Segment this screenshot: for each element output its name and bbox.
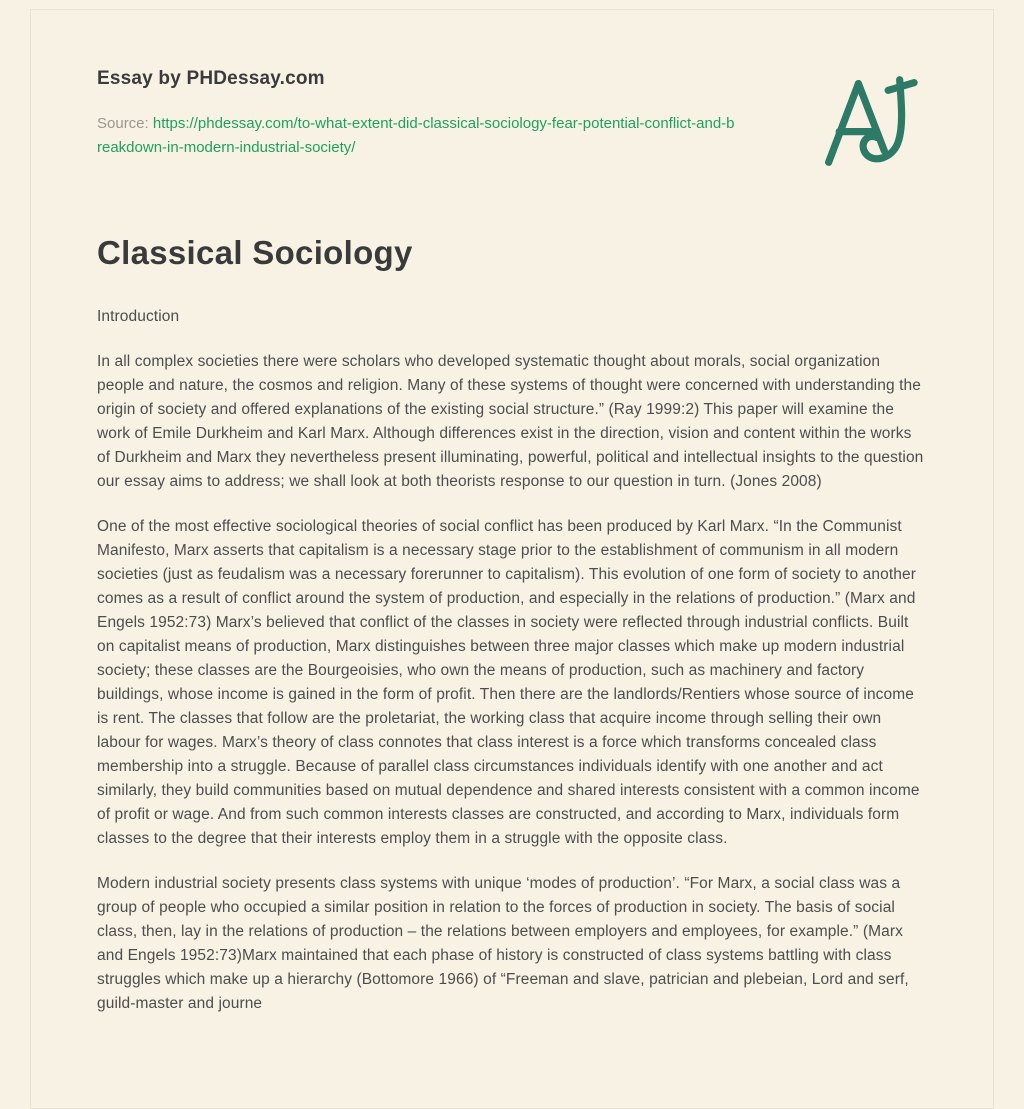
paragraph-introduction: Introduction (97, 308, 180, 325)
source-line (97, 112, 737, 160)
essay-content (31, 10, 993, 1016)
header-text-block (97, 68, 737, 160)
paragraph-1: In all complex societies there were scholars who developed systematic thought about morals, social organization people and nature, the cosmos and religion. Many of these systems of thought were concerned with understanding the origin of society and offered explanations of the existing social structure.” (Ray 1999:2) This paper will examine the work of Emile Durkheim and Karl Marx. Although differences exist in the direction, vision and content within the works of Durkheim and Marx they nevertheless present illuminating, powerful, political and intellectual insights to the question our essay aims to address; we shall look at both theorists response to our question in turn. (Jones 2008) (97, 353, 924, 490)
phdessay-logo-icon (813, 74, 923, 170)
source-label: Source: (97, 115, 153, 132)
paragraph-3: Modern industrial society presents class systems with unique ‘modes of production’. “For Marx, a social class was a group of people who occupied a similar position in relation to the forces of production in society. The basis of social class, then, lay in the relations of production – the relations between employers and employees, for example.” (Marx and Engels 1952:73)Marx maintained that each phase of history is constructed of class systems battling with class struggles which make up a hierarchy (Bottomore 1966) of “Freeman and slave, patrician and plebeian, Lord and serf, guild-master and journe (97, 875, 909, 1012)
page-header (97, 68, 927, 170)
source-url-link[interactable]: https://phdessay.com/to-what-extent-did-classical-sociology-fear-potential-conflict-and-breakdown-in-modern-industrial-society/ (97, 115, 735, 156)
page-title: Classical Sociology (97, 234, 413, 271)
byline: Essay by PHDessay.com (97, 68, 325, 89)
essay-page (30, 9, 994, 1109)
paragraph-2: One of the most effective sociological theories of social conflict has been produced by Karl Marx. “In the Communist Manifesto, Marx asserts that capitalism is a necessary stage prior to the establishment of communism in all modern societies (just as feudalism was a necessary forerunner to capitalism). This evolution of one form of society to another comes as a result of conflict around the system of production, and especially in the relations of production.” (Marx and Engels 1952:73) Marx’s believed that conflict of the classes in society were reflected through industrial conflicts. Built on capitalist means of production, Marx distinguishes between three major classes which make up modern industrial society; these classes are the Bourgeoisies, who own the means of production, such as machinery and factory buildings, whose income is gained in the form of profit. Then there are the landlords/Rentiers whose source of income is rent. The classes that follow are the proletariat, the working class that acquire income through selling their own labour for wages. Marx’s theory of class connotes that class interest is a force which transforms concealed class membership into a struggle. Because of parallel class circumstances individuals identify with one another and act similarly, they build communities based on mutual dependence and shared interests consistent with a common income of profit or wage. And from such common interests classes are constructed, and according to Marx, individuals form classes to the degree that their interests employ them in a struggle with the opposite class. (97, 518, 920, 847)
